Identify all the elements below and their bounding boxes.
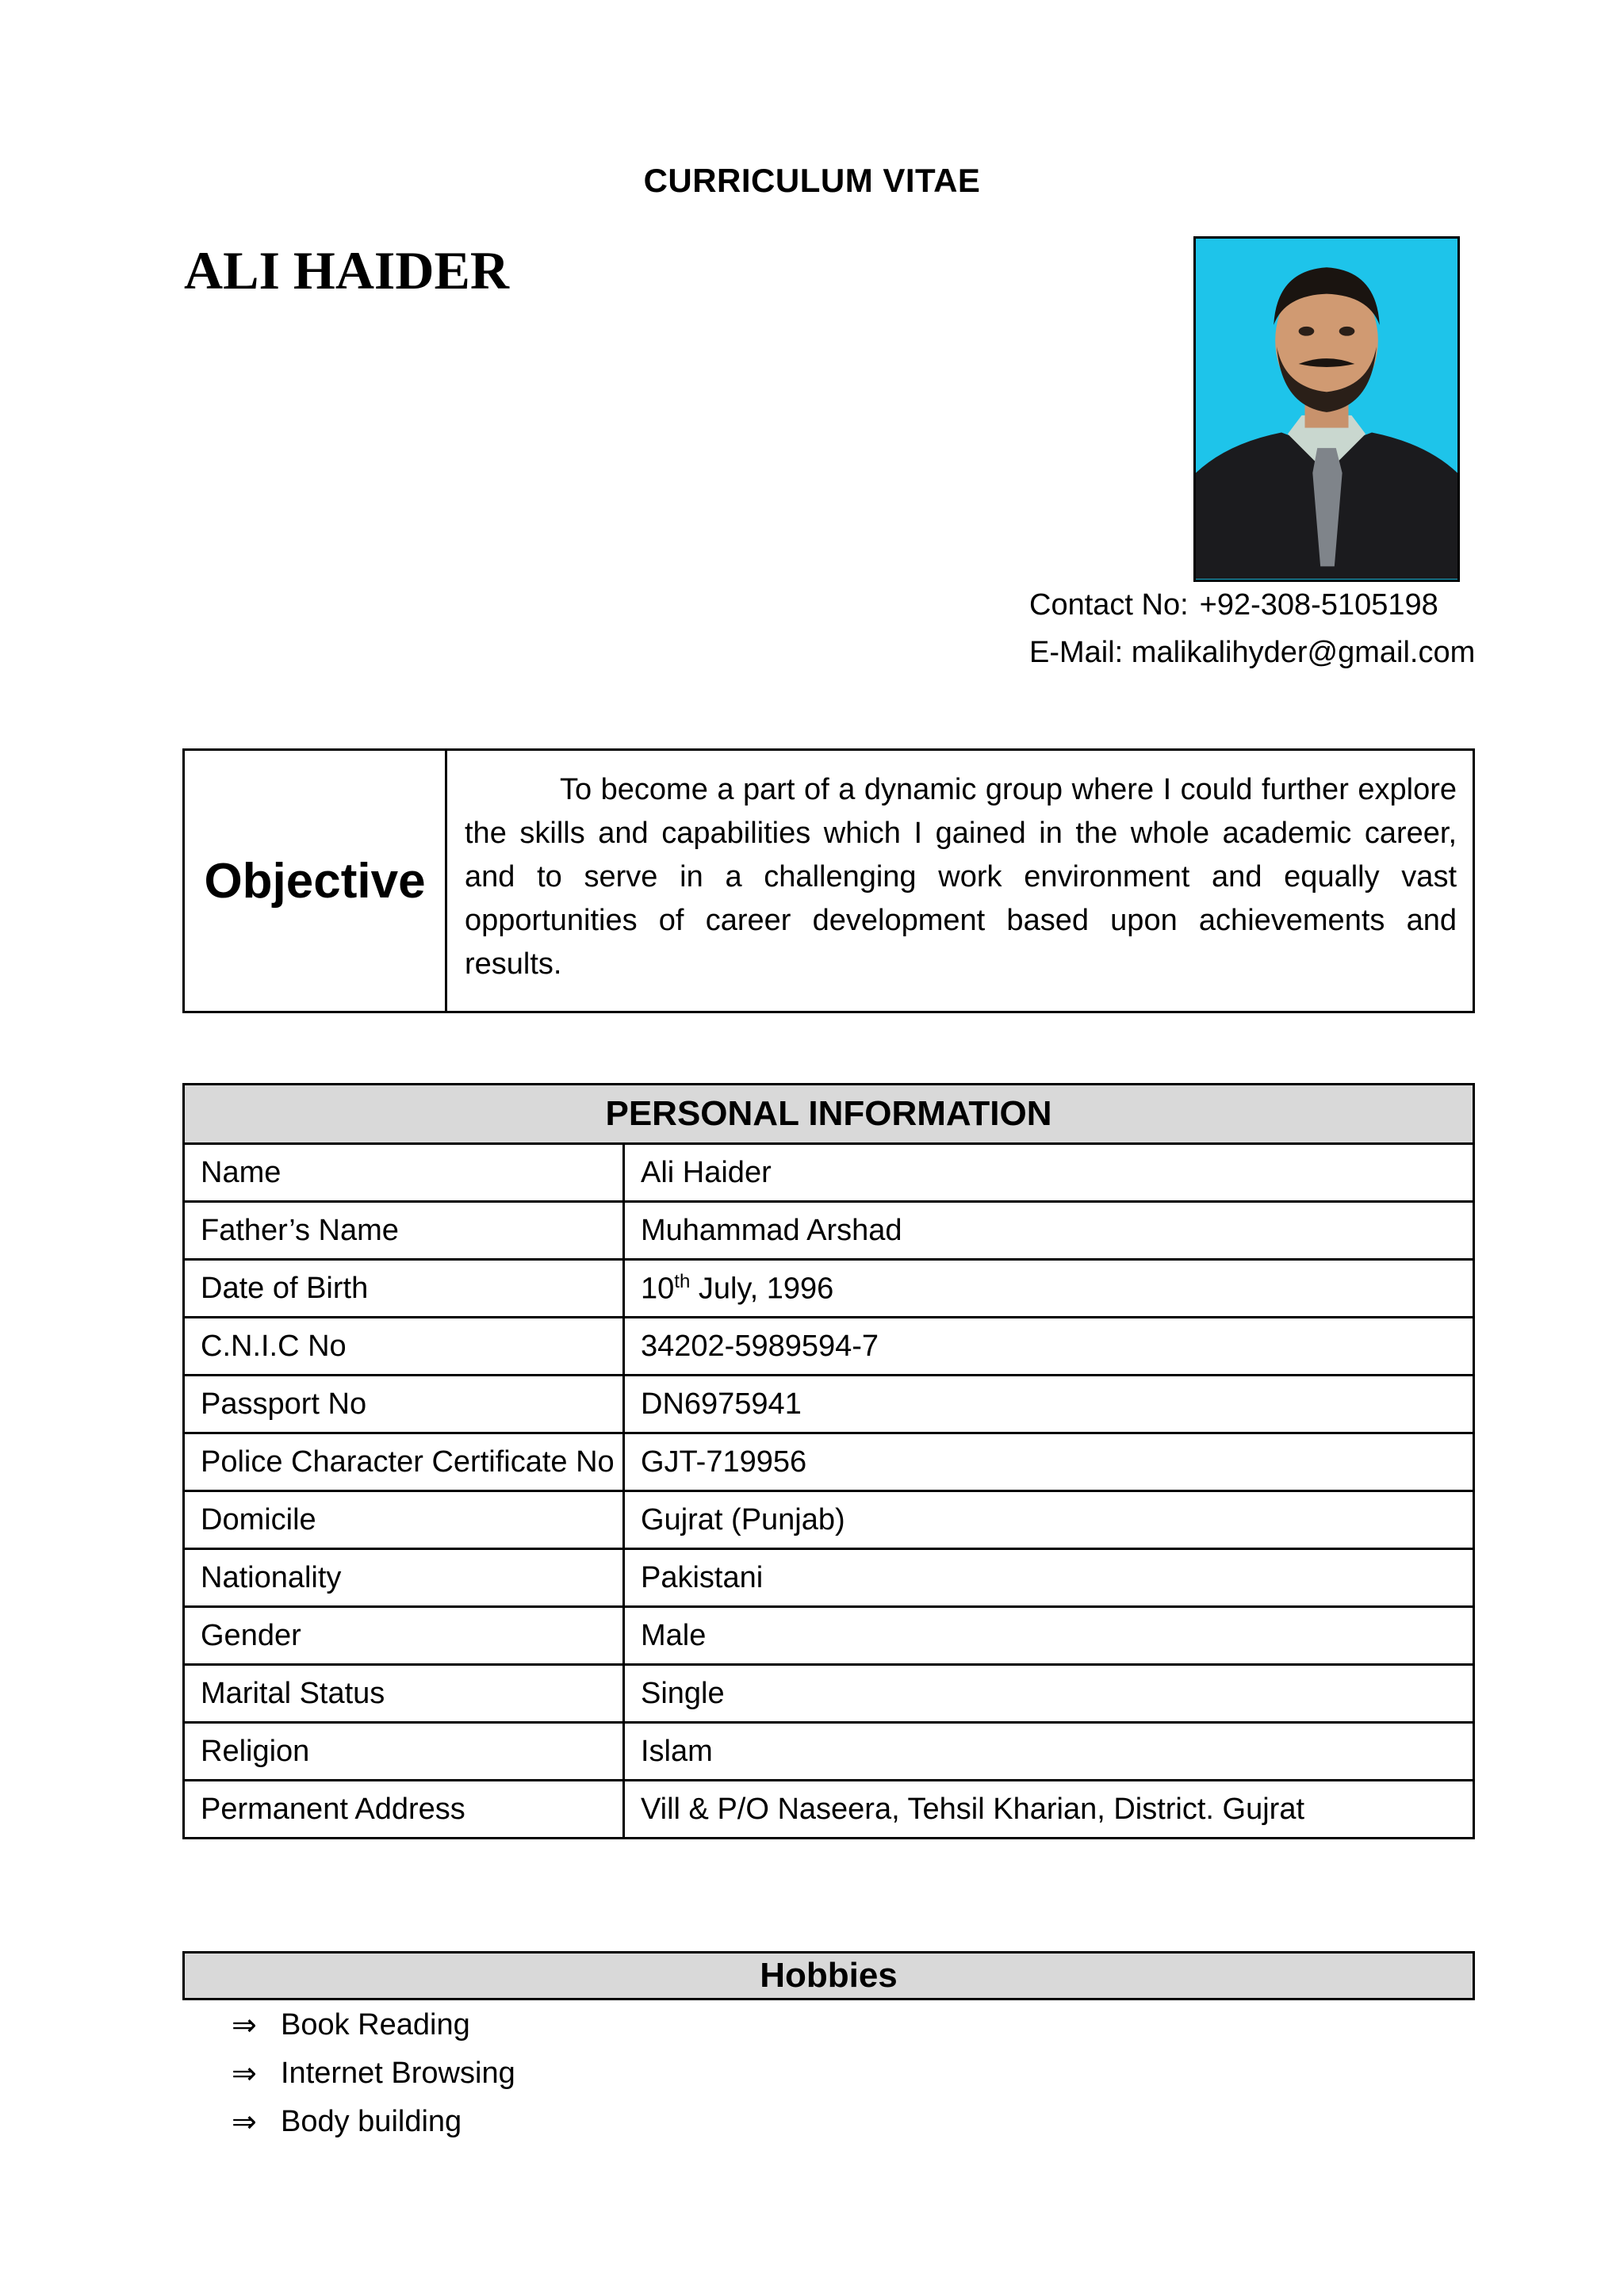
contact-phone-value: +92-308-5105198	[1199, 588, 1438, 622]
row-value: Islam	[624, 1723, 1474, 1781]
row-label: Domicile	[184, 1491, 624, 1549]
contact-phone-label: Contact No:	[1029, 588, 1189, 622]
row-value: Pakistani	[624, 1549, 1474, 1607]
list-item	[232, 2049, 515, 2098]
row-label: Police Character Certificate No	[184, 1433, 624, 1491]
double-arrow-right-icon: ⇒	[232, 2104, 257, 2139]
contact-email-label: E-Mail:	[1029, 636, 1124, 669]
row-label: Nationality	[184, 1549, 624, 1607]
row-label: Date of Birth	[184, 1260, 624, 1318]
row-label: Father’s Name	[184, 1202, 624, 1260]
dob-rest: July, 1996	[690, 1272, 834, 1306]
table-row	[184, 1607, 1474, 1665]
table-row	[184, 1549, 1474, 1607]
objective-label: Objective	[185, 751, 447, 1011]
contact-phone	[1029, 588, 1438, 622]
table-row	[184, 1781, 1474, 1839]
list-item	[232, 2098, 515, 2146]
dob-day: 10	[641, 1272, 675, 1306]
row-value: 34202-5989594-7	[624, 1318, 1474, 1376]
row-label: Marital Status	[184, 1665, 624, 1723]
row-value: Gujrat (Punjab)	[624, 1491, 1474, 1549]
table-row	[184, 1723, 1474, 1781]
contact-email-value[interactable]: malikalihyder@gmail.com	[1131, 636, 1476, 669]
row-label: C.N.I.C No	[184, 1318, 624, 1376]
double-arrow-right-icon: ⇒	[232, 2056, 257, 2091]
table-row	[184, 1318, 1474, 1376]
row-value: Vill & P/O Naseera, Tehsil Kharian, District. Gujrat	[624, 1781, 1474, 1839]
list-item	[232, 2001, 515, 2049]
row-value	[624, 1260, 1474, 1318]
table-row	[184, 1260, 1474, 1318]
row-value: DN6975941	[624, 1376, 1474, 1433]
table-row	[184, 1491, 1474, 1549]
table-row	[184, 1202, 1474, 1260]
document-title: CURRICULUM VITAE	[643, 162, 981, 199]
row-label: Gender	[184, 1607, 624, 1665]
personal-information-heading: PERSONAL INFORMATION	[184, 1085, 1474, 1144]
hobby-label: Internet Browsing	[281, 2057, 515, 2090]
candidate-name: ALI HAIDER	[184, 240, 509, 300]
double-arrow-right-icon: ⇒	[232, 2007, 257, 2042]
contact-email	[1029, 636, 1475, 670]
row-value: GJT-719956	[624, 1433, 1474, 1491]
row-value: Ali Haider	[624, 1144, 1474, 1202]
row-label: Name	[184, 1144, 624, 1202]
hobby-label: Book Reading	[281, 2008, 470, 2042]
hobby-label: Body building	[281, 2105, 462, 2138]
table-row	[184, 1144, 1474, 1202]
table-row	[184, 1433, 1474, 1491]
objective-section	[182, 748, 1475, 1013]
hobbies-list	[232, 2001, 515, 2146]
objective-text: To become a part of a dynamic group where I could further explore the skills and capabilities which I gained in the whole academic career, and to serve in a challenging work environment and equally vast opportunities of career development based upon achievements and results.	[465, 773, 1457, 981]
portrait-photo	[1193, 236, 1460, 582]
personal-information-table	[182, 1083, 1475, 1839]
dob-suffix: th	[674, 1270, 691, 1292]
row-value: Muhammad Arshad	[624, 1202, 1474, 1260]
row-value: Single	[624, 1665, 1474, 1723]
row-label: Permanent Address	[184, 1781, 624, 1839]
hobbies-heading: Hobbies	[182, 1951, 1475, 2000]
row-label: Passport No	[184, 1376, 624, 1433]
table-row	[184, 1665, 1474, 1723]
row-label: Religion	[184, 1723, 624, 1781]
table-row	[184, 1376, 1474, 1433]
row-value: Male	[624, 1607, 1474, 1665]
portrait-icon	[1196, 239, 1457, 580]
